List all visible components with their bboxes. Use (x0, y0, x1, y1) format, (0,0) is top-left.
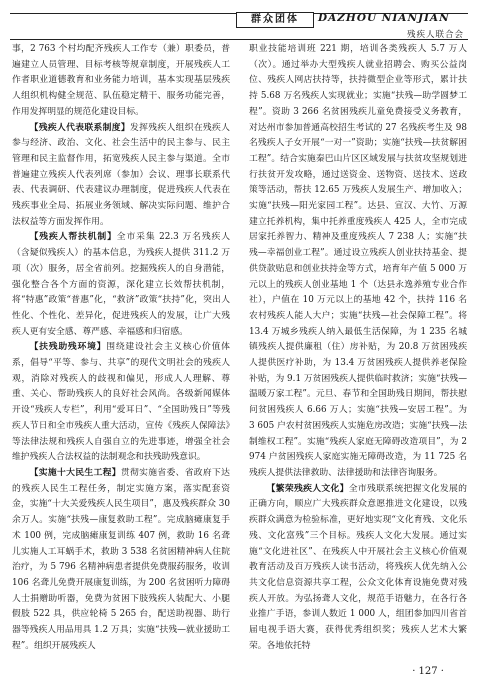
section-heading: 【残疾人帮扶机制】 (29, 232, 117, 243)
left-column (12, 42, 230, 654)
paragraph: 【残疾人代表联系制度】发挥残疾人组织在残疾人参与经济、政治、文化、社会生活中的民主参与、民主管理和民主监督作用，拓宽残疾人民主参与渠道。全市普遍建立残疾人代表列席（参加）会议、理事长联系代表、代表调研、代表建议办理制度，促进残疾人代表在残疾事业全局、拓展业务领域、解决实际问题、维护合法权益等方面发挥作用。 (12, 122, 230, 227)
section-heading: 【实施十大民生工程】 (29, 467, 121, 478)
section-heading: 【扶残助残环境】 (29, 342, 107, 353)
subsection-title: 残疾人联合会 (406, 30, 464, 40)
section-heading: 【残疾人代表联系制度】 (29, 122, 130, 133)
paragraph: 事，2 763 个村均配齐残疾人工作专（兼）职委员，普遍建立人员管理、目标考核等规章制度，开展残疾人工作者职业道德教育和业务能力培训，基本实现基层残疾人组织机构健全规范、队伍稳定精干、服务功能完善，作用发挥明显的规范化建设目标。 (12, 44, 230, 117)
journal-title-en: DAZHOU NIANJIAN (318, 12, 450, 24)
paragraph: 【扶残助残环境】围绕建设社会主义核心价值体系，倡导“平等、参与、共享”的现代文明社会的残疾人观，消除对残疾人的歧视和偏见，形成人人理解、尊重、关心、帮助残疾人的良好社会风尚。各级新闻媒体开设“残疾人专栏”，利用“爱耳日”、“全国助残日”等残疾人节日和全市残疾人重大活动，宣传《残疾人保障法》等法律法规和残疾人自强自立的先进事迹，增强全社会维护残疾人合法权益的法制观念和扶残助残意识。 (12, 342, 230, 463)
paragraph: 职业技能培训班 221 期，培训各类残疾人 5.7 万人（次）。通过举办大型残疾人就业招聘会、购买公益岗位、残疾人网店扶持等，扶持微型企业等形式，累计扶持 5.68 万名残疾人实现就业；实施“扶残—助学圆梦工程”。资助 3 266 名贫困残疾儿童免费接受义务教育，对达州市参加普通高校招生考试的 27 名残疾考生及 98 名残疾人子女开展“一对一”资助；实施“扶残—扶贫解困工程”。结合实施秦巴山片区区域发展与扶贫攻坚规划进行扶贫开发攻略，通过送资金、送物资、送技术、送政策等活动，帮扶 12.65 万残疾人发展生产、增加收入；实施“扶残—阳光家园工程”。达县、宣汉、大竹、万源建立托养机构，集中托养重度残疾人 425 人，全市完成居家托养智力、精神及重度残疾人 7 238 人；实施“扶残—幸福创业工程”。通过设立残疾人创业扶持基金、提供贷款贴息和创业扶持金等方式，培育年产值 5 000 万元以上的残疾人创业基地 1 个（达县永逸养殖专业合作社），户值在 10 万元以上的基地 42 个，扶持 116 名农村残疾人能人大户；实施“扶残—社会保障工程”。将 13.4 万城乡残疾人纳入最低生活保障，为 1 235 名城镇残疾人提供廉租（住）房补贴，为 20.8 万贫困残疾人提供医疗补助，为 13.4 万贫困残疾人提供养老保险补贴，为 9.1 万贫困残疾人提供临时救济；实施“扶残—温暖万家工程”。元旦、春节和全国助残日期间，帮扶慰问贫困残疾人 6.66 万人；实施“扶残—安居工程”。为 3 605 户农村贫困残疾人实施危房改造；实施“扶残—法制维权工程”。实施“残疾人家庭无障碍改造项目”，为 2 974 户贫困残疾人家庭实施无障碍改造，为 11 725 名残疾人提供法律救助、法律援助和法律咨询服务。 (249, 44, 467, 478)
section-heading: 【繁荣残疾人文化】 (266, 483, 349, 494)
header-bottom-rule (10, 39, 468, 40)
paragraph: 【繁荣残疾人文化】全市残联系统把握文化发展的正确方向，顺应广大残疾群众意愿推进文化建设，以残疾群众满意为检验标准，更好地实现“文化育残、文化乐残、文化富残”三个目标。残疾人文化大发展。通过实施“文化进社区”、在残疾人中开展社会主义核心价值观教育活动及百万残疾人读书活动，将残疾人优先纳入公共文化信息资源共享工程，公众文化体育设施免费对残疾人开放。为弘扬聋人文化，规范手语魅力，在各行各业推广手语，参训人数近 1 000 人，组团参加四川省首届电视手语大赛，获得优秀组织奖；残疾人艺术大繁荣。各地依托特 (249, 483, 467, 651)
paragraph: 【残疾人帮扶机制】全市采集 22.3 万名残疾人（含疑似残疾人）的基本信息，为残疾人提供 311.2 万项（次）服务，居全省前列。挖掘残疾人的自身潜能，强化整合各个方面的资源，深化建立长效帮扶机制，将“特惠”政策“普惠”化，“救济”政策“扶持”化，突出人性化、个性化、差异化，促进残疾人的发展，让广大残疾人更有安全感、尊严感、幸福感和归宿感。 (12, 232, 230, 337)
right-column (249, 42, 467, 654)
section-title: 群众团体 (236, 12, 314, 28)
page-number: · 127 · (412, 666, 444, 677)
page-header (0, 6, 478, 46)
paragraph: 【实施十大民生工程】贯彻实施省委、省政府下达的残疾人民生工程任务，制定实施方案，落实配套资金，实施“十大关爱残疾人民生项目”，惠及残疾群众 30 余万人。实施“扶残—康复救助工程”。完成脑瘫康复手术 100 例，完成脑瘫康复训练 407 例，救助 16 名聋儿实施人工耳蜗手术，救助 3 538 名贫困精神病人住院治疗，为 5 796 名精神病患者提供免费服药服务，收训 106 名聋儿免费开展康复训练，为 200 名贫困听力障碍人士捐赠助听器，免费为贫困下肢残疾人装配大、小腿假肢 522 具，供应轮椅 5 265 台，配送助视器、助行器等残疾人用品用具 1.2 万具；实施“扶残—就业援助工程”。组织开展残疾人 (12, 467, 230, 651)
